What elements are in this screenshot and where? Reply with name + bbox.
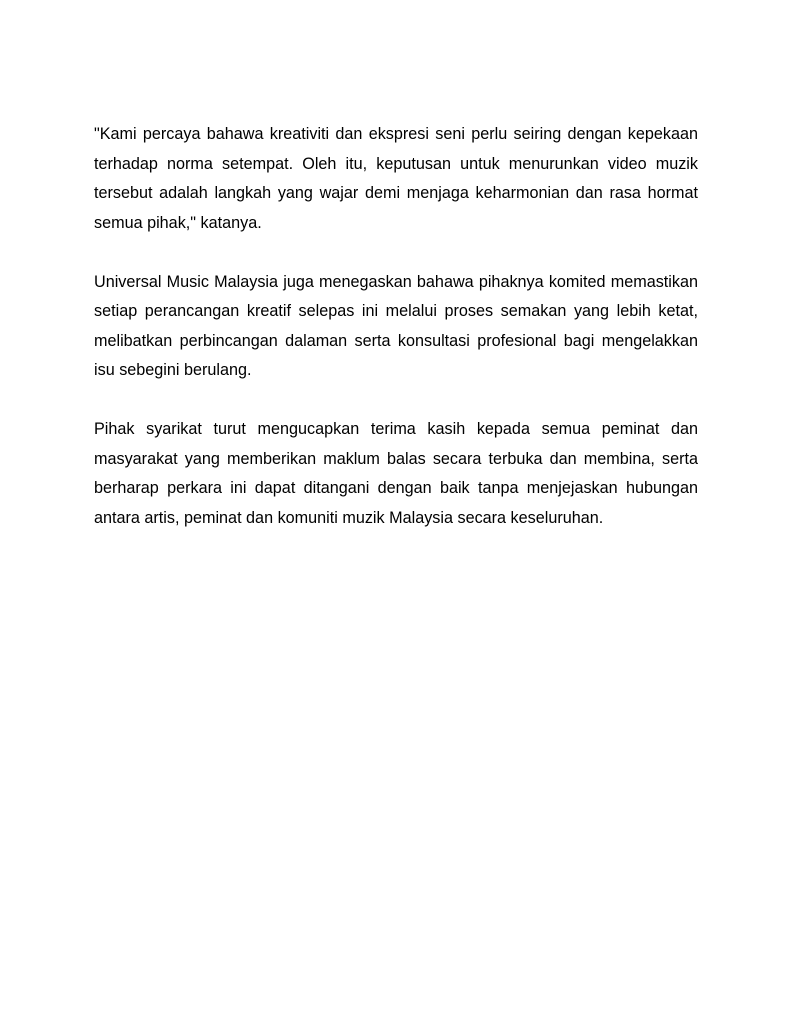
paragraph-commitment: Universal Music Malaysia juga menegaskan bahawa pihaknya komited memastikan setiap perancangan kreatif selepas ini melalui proses semakan yang lebih ketat, melibatkan perbincangan dalaman serta konsultasi profesional bagi mengelakkan isu sebegini berulang. (94, 272, 698, 379)
document-body (94, 120, 698, 563)
paragraph-quote: "Kami percaya bahawa kreativiti dan ekspresi seni perlu seiring dengan kepekaan terhadap norma setempat. Oleh itu, keputusan untuk menurunkan video muzik tersebut adalah langkah yang wajar demi menjaga keharmonian dan rasa hormat semua pihak," katanya. (94, 125, 698, 232)
paragraph-thanks: Pihak syarikat turut mengucapkan terima kasih kepada semua peminat dan masyarakat yang memberikan maklum balas secara terbuka dan membina, serta berharap perkara ini dapat ditangani dengan baik tanpa menjejaskan hubungan antara artis, peminat dan komuniti muzik Malaysia secara keseluruhan. (94, 420, 698, 527)
